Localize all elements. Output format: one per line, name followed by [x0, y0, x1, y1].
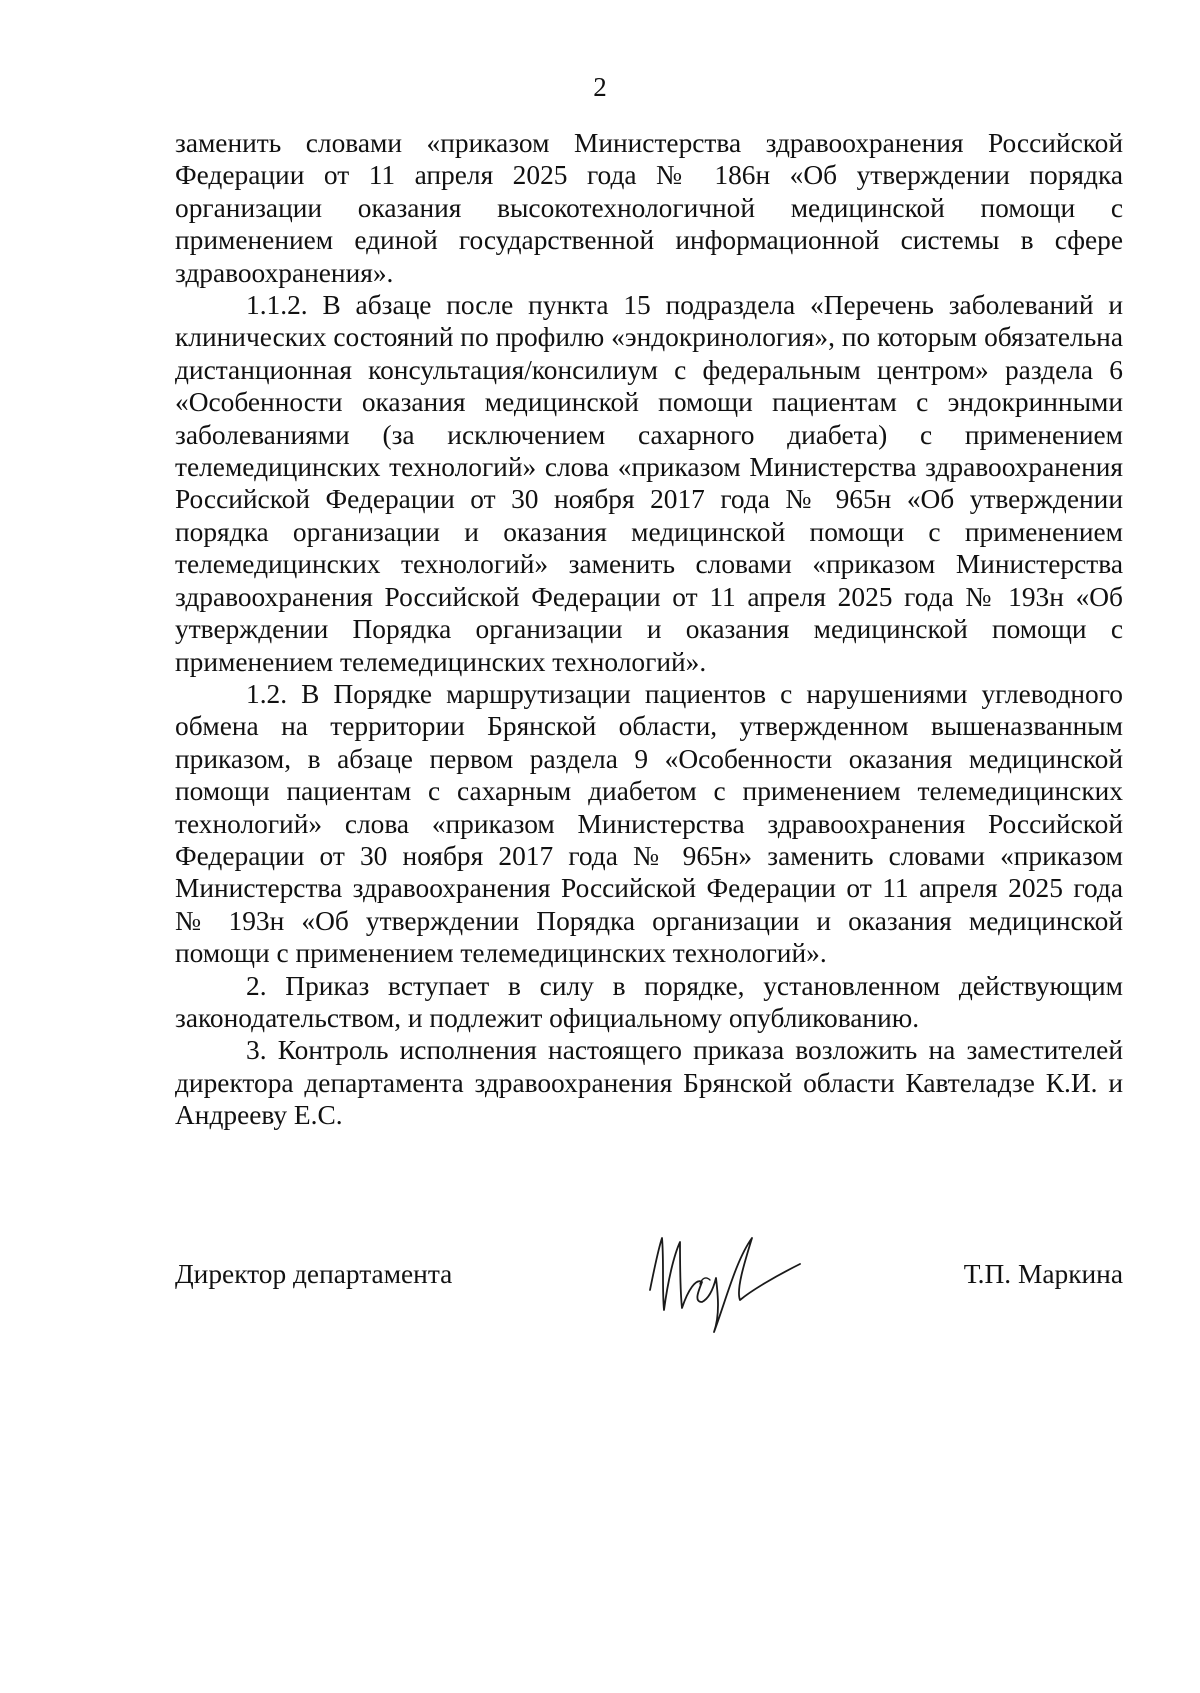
handwritten-signature	[640, 1220, 810, 1340]
signatory-title: Директор департамента	[175, 1259, 453, 1289]
paragraph-2: 2. Приказ вступает в силу в порядке, установленном действующим законодательством, и подлежит официальному опубликованию.	[175, 970, 1123, 1033]
paragraph-1-2: 1.2. В Порядке маршрутизации пациентов с нарушениями углеводного обмена на территории Брянской области, утвержденном вышеназванным приказом, в абзаце первом раздела 9 «Особенности оказания медицинской помощи пациентам с сахарным диабетом с применением телемедицинских технологий» слова «приказом Министерства здравоохранения Российской Федерации от 30 ноября 2017 года № 965н» заменить словами «приказом Министерства здравоохранения Российской Федерации от 11 апреля 2025 года № 193н «Об утверждении Порядка организации и оказания медицинской помощи с применением телемедицинских технологий».	[175, 678, 1123, 969]
paragraph-continuation: заменить словами «приказом Министерства здравоохранения Российской Федерации от 11 апреля 2025 года № 186н «Об утверждении порядка организации оказания высокотехнологичной медицинской помощи с применением единой государственной информационной системы в сфере здравоохранения».	[175, 128, 1123, 288]
signatory-name: Т.П. Маркина	[963, 1259, 1123, 1289]
paragraph-3: 3. Контроль исполнения настоящего приказа возложить на заместителей директора департамента здравоохранения Брянской области Кавтеладзе К.И. и Андрееву Е.С.	[175, 1035, 1123, 1131]
document-body	[175, 127, 1123, 1132]
page-number: 2	[593, 72, 607, 102]
paragraph-1-1-2: 1.1.2. В абзаце после пункта 15 подраздела «Перечень заболеваний и клинических состояний по профилю «эндокринология», по которым обязательна дистанционная консультация/консилиум с федеральным центром» раздела 6 «Особенности оказания медицинской помощи пациентам с эндокринными заболеваниями (за исключением сахарного диабета) с применением телемедицинских технологий» слова «приказом Министерства здравоохранения Российской Федерации от 30 ноября 2017 года № 965н «Об утверждении порядка организации и оказания медицинской помощи с применением телемедицинских технологий» заменить словами «приказом Министерства здравоохранения Российской Федерации от 11 апреля 2025 года № 193н «Об утверждении Порядка организации и оказания медицинской помощи с применением телемедицинских технологий».	[175, 290, 1123, 677]
